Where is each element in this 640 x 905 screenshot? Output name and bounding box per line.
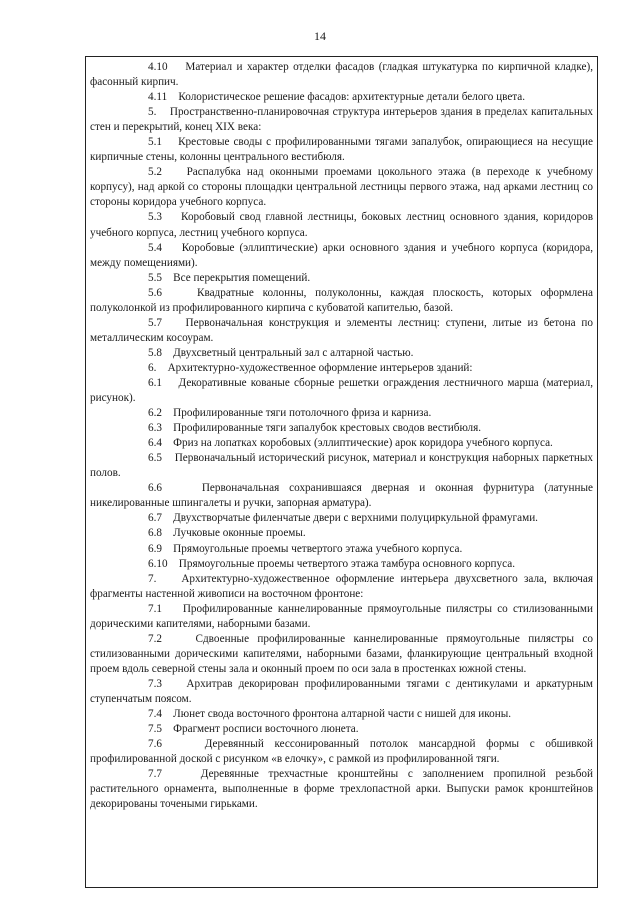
section-number: 6.6 — [148, 482, 162, 495]
section-text: Профилированные каннелированные прямоугольные пилястры со стилизованными дорическими капителями, наборными базами. — [90, 602, 593, 630]
section-paragraph — [90, 135, 593, 165]
section-text: Первоначальная сохранившаяся дверная и оконная фурнитура (латунные никелированные шпингалеты и ручки, запорная арматура). — [90, 482, 593, 510]
section-text: Двухсветный центральный зал с алтарной частью. — [173, 346, 414, 359]
section-paragraph — [90, 542, 593, 557]
section-number: 4.11 — [148, 91, 168, 104]
section-number: 7.6 — [148, 738, 162, 751]
section-number: 6.7 — [148, 512, 162, 525]
section-text: Деревянный кессонированный потолок мансардной формы с обшивкой профилированной доской с рисунком «в елочку», с рамкой из профилированной тяги. — [90, 738, 594, 766]
section-paragraph — [90, 481, 593, 511]
section-text: Профилированные тяги потолочного фриза и карниза. — [173, 407, 432, 420]
section-paragraph — [90, 767, 593, 812]
section-number: 6.2 — [148, 407, 162, 420]
section-paragraph — [90, 511, 593, 526]
section-number: 5.6 — [148, 286, 162, 299]
section-text: Квадратные колонны, полуколонны, каждая плоскость, которых оформлена полуколонкой из профилированного кирпича с кубоватой капителью, базой. — [90, 286, 593, 314]
section-paragraph — [90, 361, 593, 376]
section-paragraph — [90, 346, 593, 361]
document-body — [90, 60, 593, 812]
section-paragraph — [90, 572, 593, 602]
section-number: 6.10 — [148, 557, 168, 570]
section-paragraph — [90, 316, 593, 346]
section-paragraph — [90, 286, 593, 316]
section-text: Первоначальная конструкция и элементы лестниц: ступени, литые из бетона по металлическим косоурам. — [90, 316, 594, 344]
section-text: Архитектурно-художественное оформление интерьеров зданий: — [167, 361, 473, 374]
section-text: Прямоугольные проемы четвертого этажа учебного корпуса. — [173, 542, 463, 555]
section-number: 6.4 — [148, 437, 162, 450]
section-paragraph — [90, 271, 593, 286]
section-number: 7.7 — [148, 768, 162, 781]
section-paragraph — [90, 722, 593, 737]
section-paragraph — [90, 165, 593, 210]
section-text: Фриз на лопатках коробовых (эллиптические) арок коридора учебного корпуса. — [173, 437, 553, 450]
section-number: 7.4 — [148, 708, 162, 721]
section-number: 6.5 — [148, 452, 162, 465]
section-paragraph — [90, 526, 593, 541]
section-number: 5.2 — [148, 166, 162, 179]
section-text: Пространственно-планировочная структура интерьеров здания в пределах капитальных стен и перекрытий, конец XIX века: — [90, 106, 593, 134]
section-number: 5.7 — [148, 316, 162, 329]
section-paragraph — [90, 376, 593, 406]
section-text: Люнет свода восточного фронтона алтарной части с нишей для иконы. — [173, 708, 512, 721]
section-paragraph — [90, 451, 593, 481]
section-number: 5. — [148, 106, 157, 119]
section-number: 5.4 — [148, 241, 162, 254]
section-text: Профилированные тяги запалубок крестовых сводов вестибюля. — [173, 422, 482, 435]
section-text: Первоначальный исторический рисунок, материал и конструкция наборных паркетных полов. — [90, 452, 593, 480]
section-paragraph — [90, 707, 593, 722]
section-text: Деревянные трехчастные кронштейны с заполнением пропилной резьбой растительного орнамента, выполненные в форме трехлопастной арки. Выпуски рамок кронштейнов декорированы точеными гирьками. — [90, 768, 593, 811]
section-paragraph — [90, 210, 593, 240]
section-number: 6.9 — [148, 542, 162, 555]
section-number: 7.3 — [148, 677, 162, 690]
section-paragraph — [90, 602, 593, 632]
section-number: 7.5 — [148, 723, 162, 736]
section-text: Архитектурно-художественное оформление интерьера двухсветного зала, включая фрагменты настенной живописи на восточном фронтоне: — [90, 572, 594, 600]
section-text: Прямоугольные проемы четвертого этажа тамбура основного корпуса. — [178, 557, 516, 570]
section-number: 5.1 — [148, 136, 162, 149]
section-text: Коробовый свод главной лестницы, боковых лестниц основного здания, коридоров учебного корпуса, лестниц учебного корпуса. — [90, 211, 593, 239]
section-text: Коробовые (эллиптические) арки основного здания и учебного корпуса (коридора, между помещениями). — [90, 241, 594, 269]
document-frame — [85, 56, 598, 888]
section-text: Фрагмент росписи восточного люнета. — [173, 723, 359, 736]
section-paragraph — [90, 421, 593, 436]
section-text: Все перекрытия помещений. — [173, 271, 311, 284]
section-text: Лучковые оконные проемы. — [173, 527, 306, 540]
section-paragraph — [90, 90, 593, 105]
section-number: 6. — [148, 361, 157, 374]
section-paragraph — [90, 60, 593, 90]
section-number: 7.2 — [148, 632, 162, 645]
section-paragraph — [90, 632, 593, 677]
section-paragraph — [90, 737, 593, 767]
section-number: 5.3 — [148, 211, 162, 224]
section-number: 6.1 — [148, 376, 162, 389]
section-number: 7. — [148, 572, 157, 585]
section-paragraph — [90, 677, 593, 707]
section-text: Колористическое решение фасадов: архитектурные детали белого цвета. — [178, 91, 526, 104]
section-text: Материал и характер отделки фасадов (гладкая штукатурка по кирпичной кладке), фасонный кирпич. — [90, 61, 593, 89]
section-number: 7.1 — [148, 602, 162, 615]
section-text: Распалубка над оконными проемами цокольного этажа (в переходе к учебному корпусу), над аркой со стороны площадки центральной лестницы первого этажа, над арками лестниц со стороны коридора учебного корпуса. — [90, 166, 593, 209]
section-number: 6.3 — [148, 422, 162, 435]
section-number: 4.10 — [148, 61, 168, 73]
section-text: Архитрав декорирован профилированными тягами с дентикулами и аркатурным ступенчатым поясом. — [90, 677, 593, 705]
section-number: 5.8 — [148, 346, 162, 359]
section-paragraph — [90, 557, 593, 572]
section-text: Декоративные кованые сборные решетки ограждения лестничного марша (материал, рисунок). — [90, 376, 593, 405]
section-number: 5.5 — [148, 271, 162, 284]
section-paragraph — [90, 241, 593, 271]
section-text: Двухстворчатые филенчатые двери с верхними полуциркульной фрамугами. — [173, 512, 538, 525]
page-number: 14 — [314, 29, 326, 43]
section-paragraph — [90, 436, 593, 451]
section-text: Крестовые своды с профилированными тягами запалубок, опирающиеся на несущие кирпичные стены, колонны центрального вестибюля. — [90, 136, 594, 164]
section-text: Сдвоенные профилированные каннелированные прямоугольные пилястры со стилизованными дорическими капителями, наборными базами, фланкирующие центральный входной проем вдоль северной стены зала и оконный проем по оси зала в простенках южной стены. — [90, 632, 594, 675]
section-paragraph — [90, 406, 593, 421]
section-paragraph — [90, 105, 593, 135]
section-number: 6.8 — [148, 527, 162, 540]
